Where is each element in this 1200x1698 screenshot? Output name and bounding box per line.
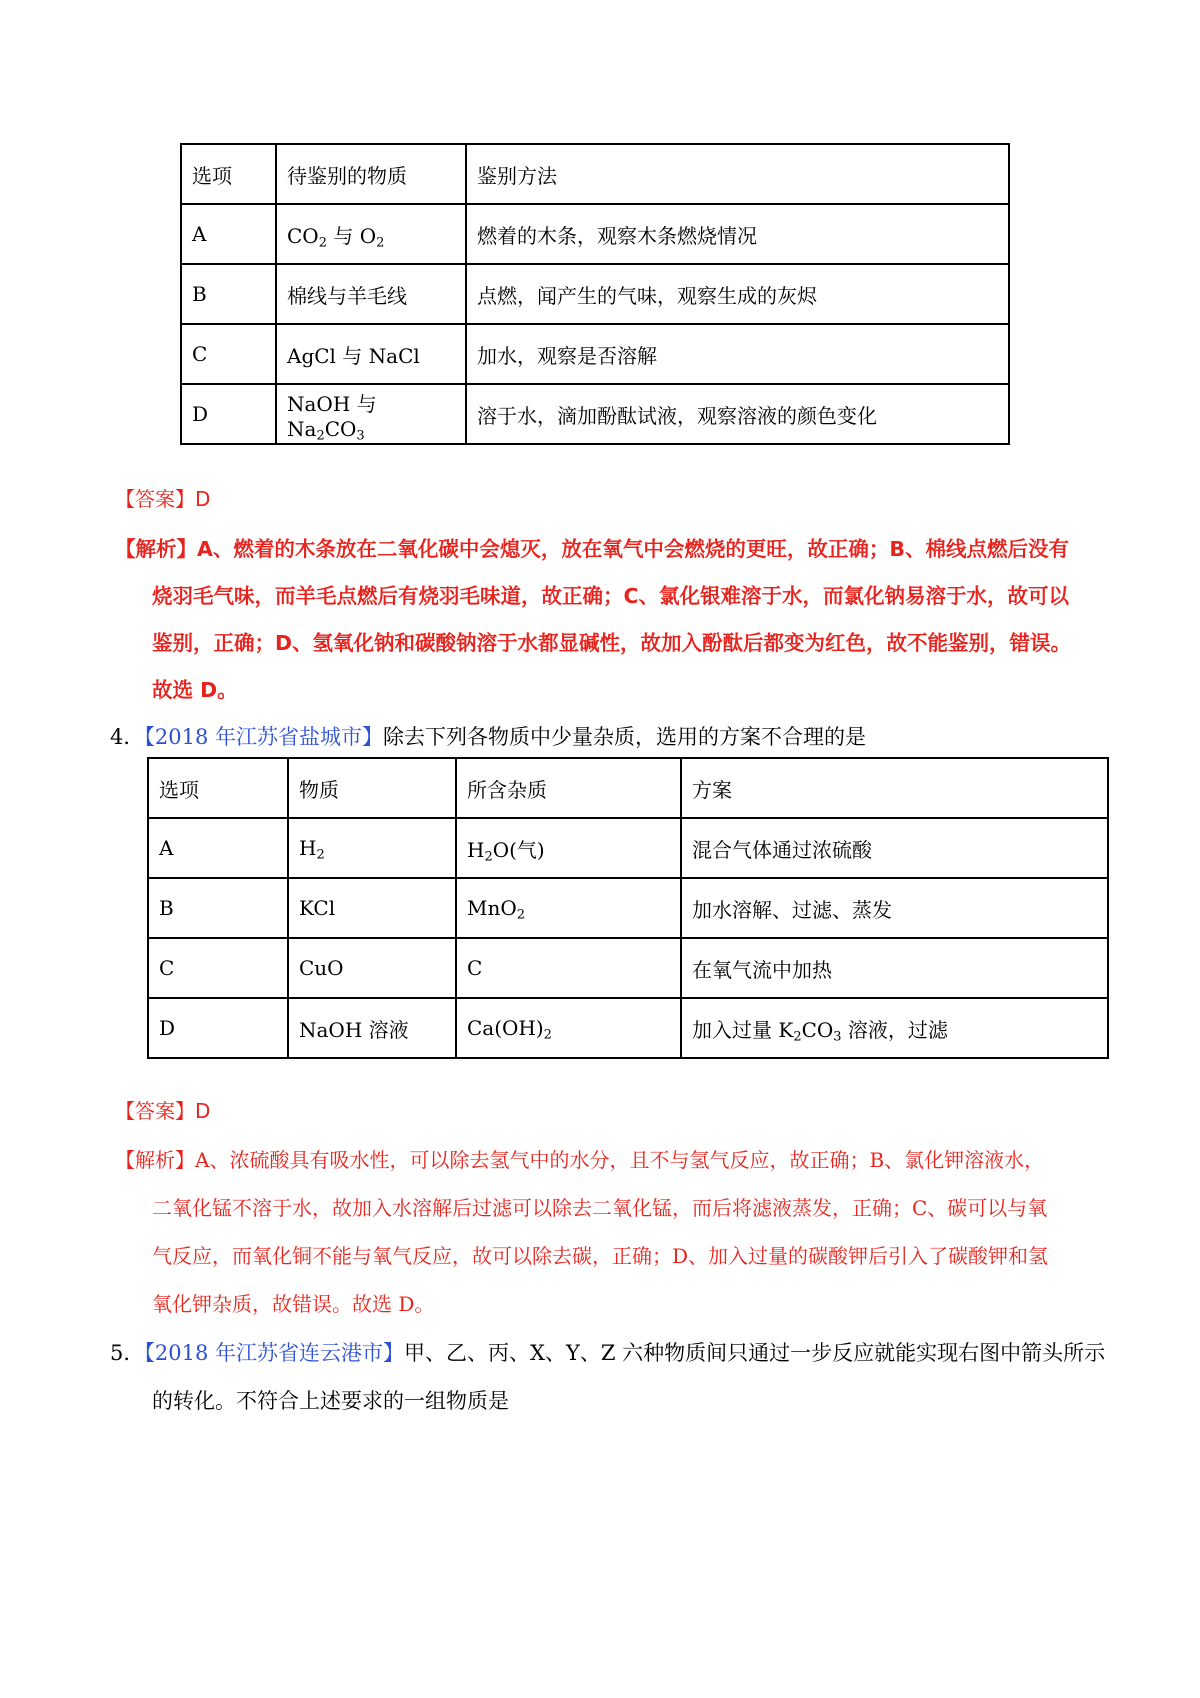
impurity-cell: $Ca(OH)_2$: [456, 998, 681, 1058]
method-cell: 燃着的木条，观察木条燃烧情况: [466, 204, 1009, 264]
analysis-line: 鉴别，正确；D、氢氧化钠和碳酸钠溶于水都显碱性，故加入酚酞后都变为红色，故不能鉴别，错误。: [152, 631, 1072, 655]
question-source: 【2018 年江苏省连云港市】: [144, 1341, 404, 1365]
analysis-line: 【解析】A、浓硫酸具有吸水性，可以除去氢气中的水分，且不与氢气反应，故正确；B、氯化钾溶液水，: [115, 1148, 1045, 1172]
analysis-line: 气反应，而氧化铜不能与氧气反应，故可以除去碳，正确；D、加入过量的碳酸钾后引入了碳酸钾和氢: [152, 1244, 1049, 1268]
plan-cell: 在氧气流中加热: [681, 938, 1108, 998]
substance-cell: NaOH 与 $Na_2CO_3$: [276, 384, 466, 444]
analysis-line: 【解析】A、燃着的木条放在二氧化碳中会熄灭，放在氧气中会燃烧的更旺，故正确；B、棉线点燃后没有: [115, 537, 1069, 561]
option-cell: B: [148, 878, 288, 938]
plan-cell: 加水溶解、过滤、蒸发: [681, 878, 1108, 938]
question-number: 4．: [110, 725, 145, 749]
table-row: [148, 938, 1108, 998]
q3-answer: 【答案】D: [115, 487, 211, 511]
option-cell: C: [181, 324, 276, 384]
analysis-line: 烧羽毛气味，而羊毛点燃后有烧羽毛味道，故正确；C、氯化银难溶于水，而氯化钠易溶于水，故可以: [152, 584, 1070, 608]
header-cell: 待鉴别的物质: [276, 144, 466, 204]
table-header-row: [148, 758, 1108, 818]
header-cell: 选项: [148, 758, 288, 818]
table-row: [181, 324, 1009, 384]
question-text: 甲、乙、丙、X、Y、Z 六种物质间只通过一步反应就能实现右图中箭头所示: [404, 1341, 1106, 1365]
impurity-cell: MnO$_2$: [456, 878, 681, 938]
substance-cell: NaOH 溶液: [288, 998, 456, 1058]
substance-cell: 棉线与羊毛线: [276, 264, 466, 324]
q3-table: [180, 143, 1010, 445]
q4-table: [147, 757, 1109, 1059]
table-row: [181, 264, 1009, 324]
substance-cell: $CO_2$ 与 $O_2$: [276, 204, 466, 264]
table-row: [181, 384, 1009, 444]
question-source: 【2018 年江苏省盐城市】: [144, 725, 383, 749]
table-row: [181, 204, 1009, 264]
option-cell: C: [148, 938, 288, 998]
table-row: [148, 998, 1108, 1058]
substance-cell: KCl: [288, 878, 456, 938]
option-cell: A: [181, 204, 276, 264]
header-cell: 鉴别方法: [466, 144, 1009, 204]
question-text: 除去下列各物质中少量杂质，选用的方案不合理的是: [383, 725, 866, 749]
header-cell: 选项: [181, 144, 276, 204]
table-row: [148, 878, 1108, 938]
substance-cell: AgCl 与 NaCl: [276, 324, 466, 384]
plan-cell: 加入过量 $K_2CO_3$ 溶液，过滤: [681, 998, 1108, 1058]
analysis-line: 氧化钾杂质，故错误。故选 D。: [152, 1292, 435, 1316]
header-cell: 物质: [288, 758, 456, 818]
analysis-line: 二氧化锰不溶于水，故加入水溶解后过滤可以除去二氧化锰，而后将滤液蒸发，正确；C、碳可以与氧: [152, 1196, 1048, 1220]
header-cell: 方案: [681, 758, 1108, 818]
method-cell: 加水，观察是否溶解: [466, 324, 1009, 384]
impurity-cell: C: [456, 938, 681, 998]
substance-cell: CuO: [288, 938, 456, 998]
q5-stem-continued: 的转化。不符合上述要求的一组物质是: [152, 1389, 509, 1413]
option-cell: B: [181, 264, 276, 324]
table-row: [148, 818, 1108, 878]
impurity-cell: $H_2O$(气): [456, 818, 681, 878]
q4-answer: 【答案】D: [115, 1099, 211, 1123]
method-cell: 点燃，闻产生的气味，观察生成的灰烬: [466, 264, 1009, 324]
q4-stem: [110, 721, 866, 751]
substance-cell: $H_2$: [288, 818, 456, 878]
table-header-row: [181, 144, 1009, 204]
analysis-line: 故选 D。: [152, 678, 238, 702]
plan-cell: 混合气体通过浓硫酸: [681, 818, 1108, 878]
header-cell: 所含杂质: [456, 758, 681, 818]
option-cell: D: [181, 384, 276, 444]
question-number: 5．: [110, 1341, 145, 1365]
option-cell: D: [148, 998, 288, 1058]
option-cell: A: [148, 818, 288, 878]
q5-stem: [110, 1337, 1105, 1367]
method-cell: 溶于水，滴加酚酞试液，观察溶液的颜色变化: [466, 384, 1009, 444]
